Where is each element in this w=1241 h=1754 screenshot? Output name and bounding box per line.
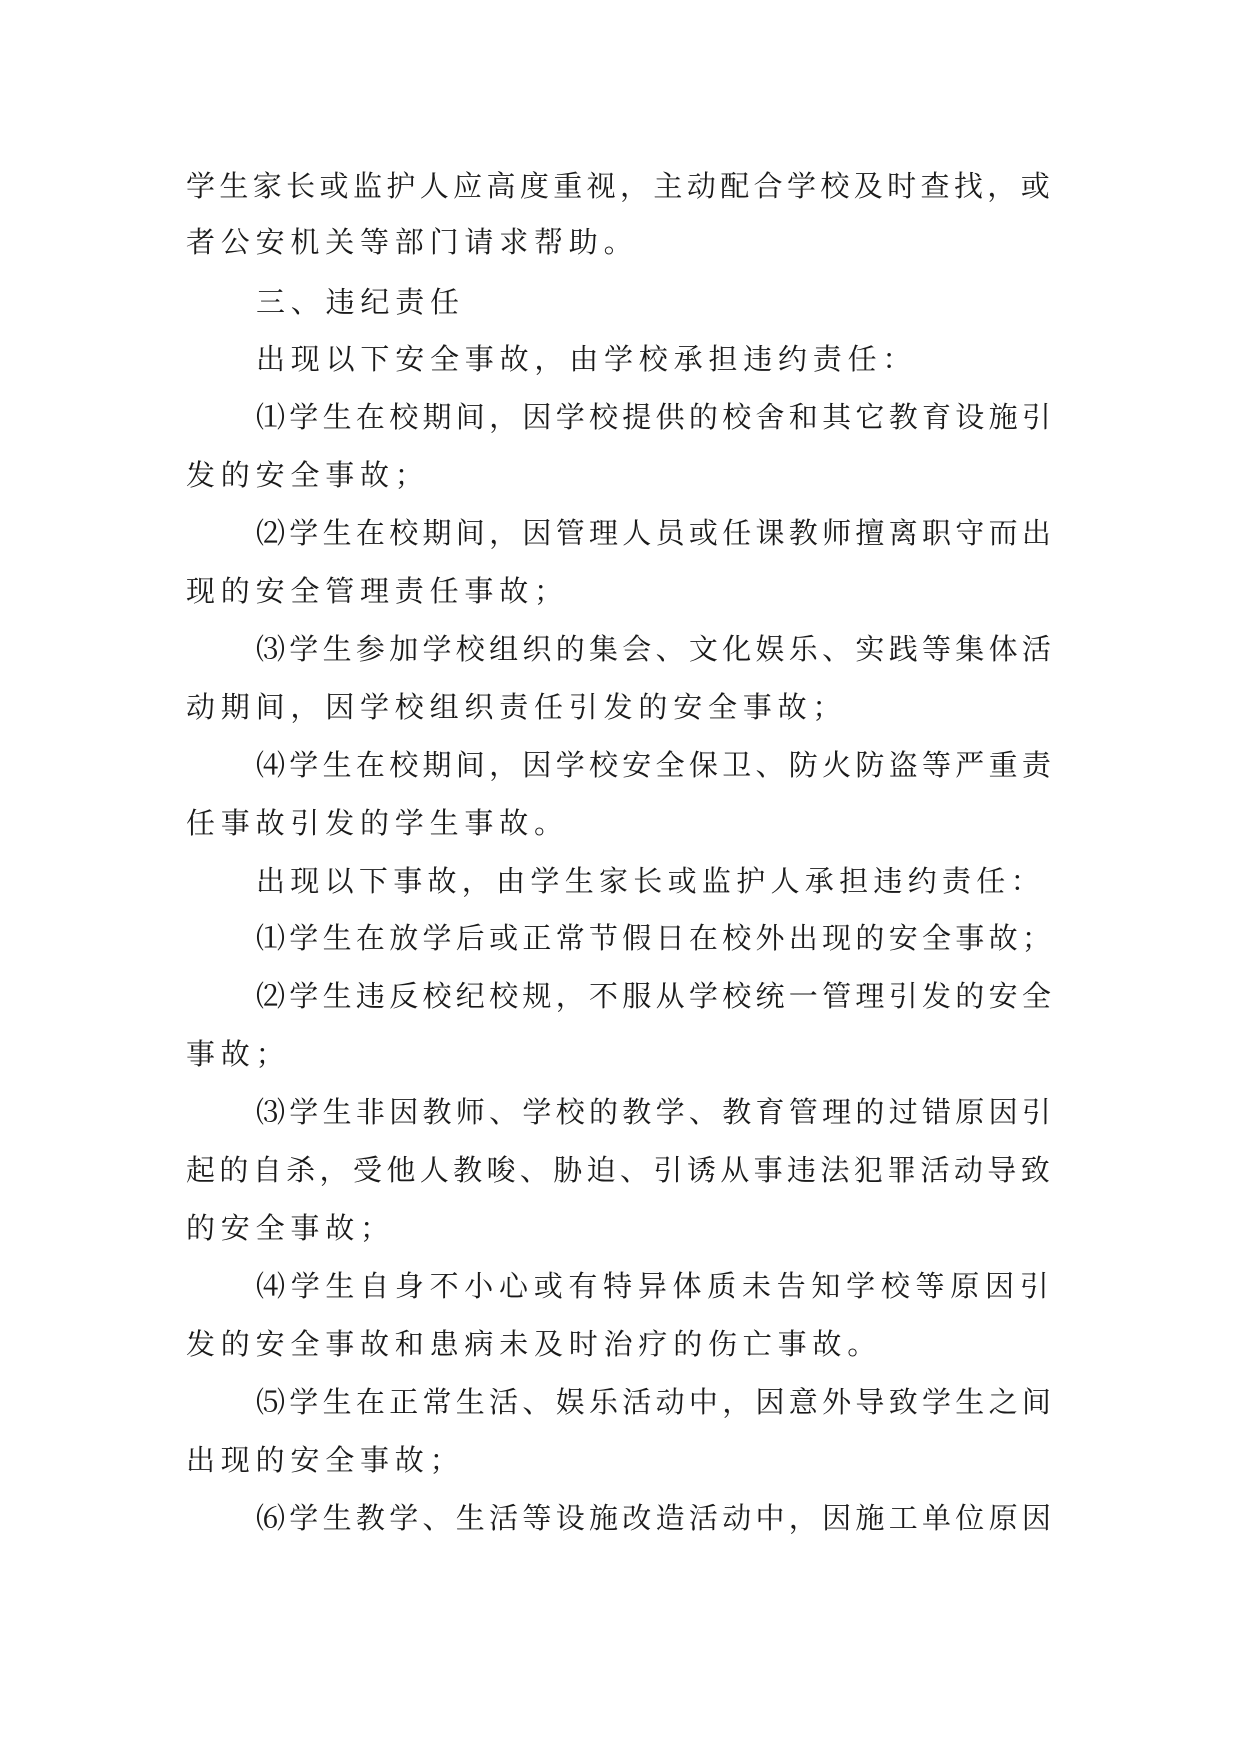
list-item-line: 出现的安全事故； [186,1443,465,1477]
list-item-line: ⑴学生在校期间，因学校提供的校舍和其它教育设施引 [256,400,1056,434]
list-item-line: 动期间，因学校组织责任引发的安全事故； [186,690,848,724]
body-line: 者公安机关等部门请求帮助。 [186,225,639,259]
list-item-line: 起的自杀，受他人教唆、胁迫、引诱从事违法犯罪活动导致 [186,1153,1054,1187]
list-item-line: ⑵学生在校期间，因管理人员或任课教师擅离职守而出 [256,516,1056,550]
list-item-line: 的安全事故； [186,1211,395,1245]
list-item-line: ⑶学生参加学校组织的集会、文化娱乐、实践等集体活 [256,632,1056,666]
list-item-line: ⑷学生在校期间，因学校安全保卫、防火防盗等严重责 [256,748,1056,782]
list-item-line: 发的安全事故和患病未及时治疗的伤亡事故。 [186,1327,883,1361]
body-line: 出现以下安全事故，由学校承担违约责任： [256,342,918,376]
body-line: 出现以下事故，由学生家长或监护人承担违约责任： [256,864,1045,898]
body-line: 学生家长或监护人应高度重视，主动配合学校及时查找，或 [186,169,1054,203]
list-item-line: 事故； [186,1037,291,1071]
list-item-line: ⑶学生非因教师、学校的教学、教育管理的过错原因引 [256,1095,1056,1129]
list-item-line: 任事故引发的学生事故。 [186,806,569,840]
section-heading: 三、违纪责任 [256,285,465,319]
list-item-line: 发的安全事故； [186,458,430,492]
list-item-line: ⑵学生违反校纪校规，不服从学校统一管理引发的安全 [256,979,1056,1013]
list-item-line: ⑸学生在正常生活、娱乐活动中，因意外导致学生之间 [256,1385,1056,1419]
list-item-line: 现的安全管理责任事故； [186,574,569,608]
list-item-line: ⑴学生在放学后或正常节假日在校外出现的安全事故； [256,921,1056,955]
list-item-line: ⑹学生教学、生活等设施改造活动中，因施工单位原因 [256,1501,1056,1535]
list-item-line: ⑷学生自身不小心或有特异体质未告知学校等原因引 [256,1269,1054,1303]
